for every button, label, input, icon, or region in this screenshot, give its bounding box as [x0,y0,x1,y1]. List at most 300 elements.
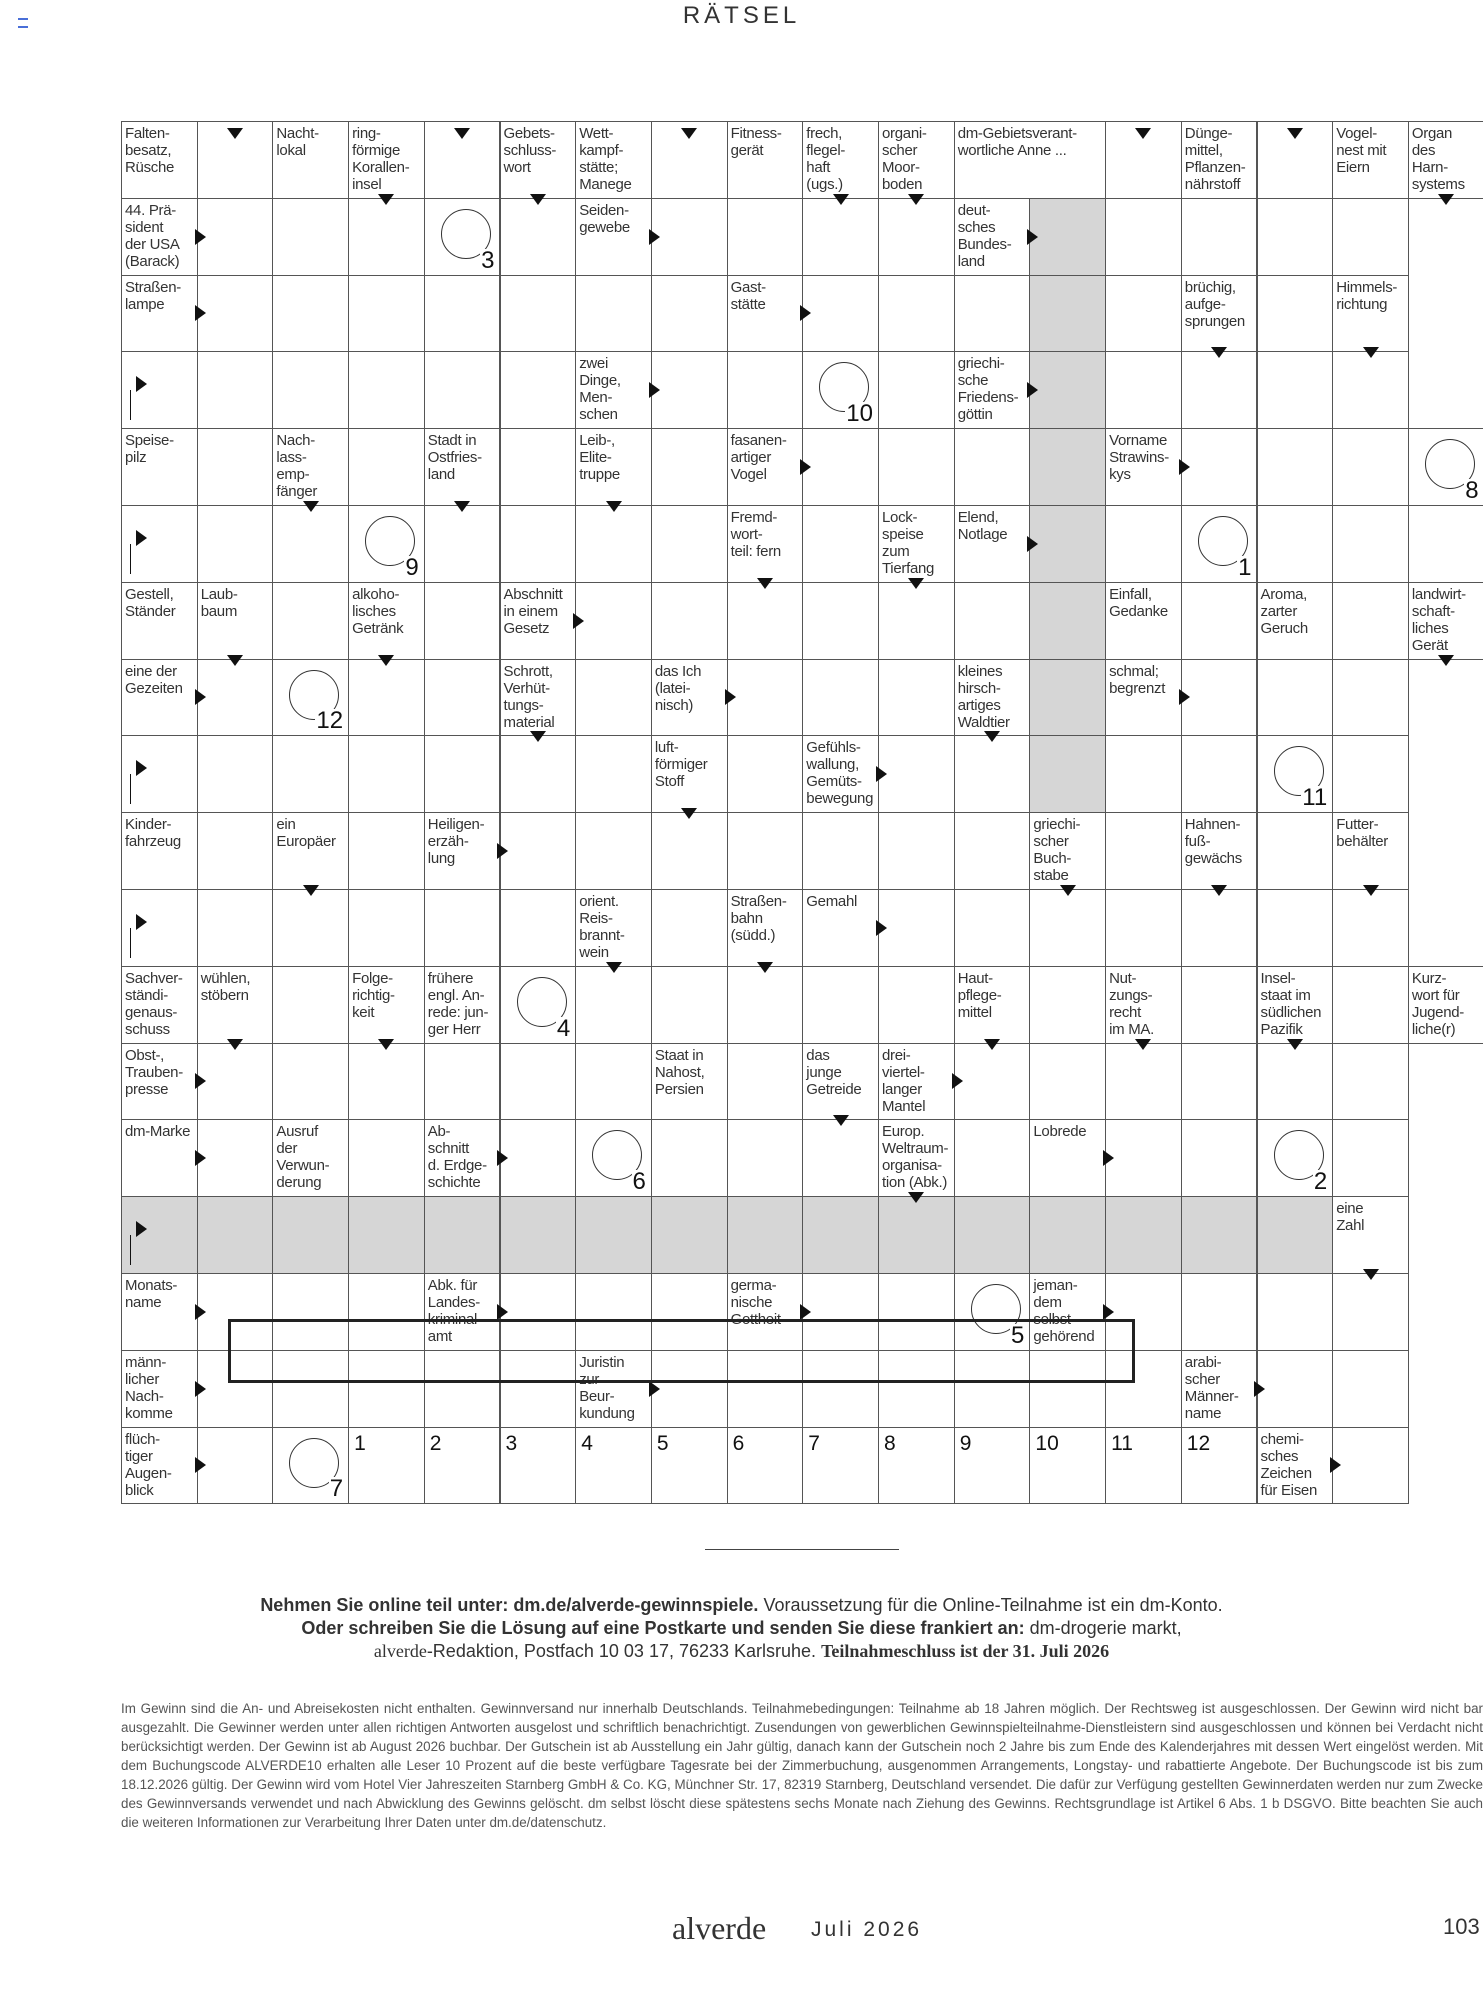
circled-letter-cell[interactable] [1408,428,1483,506]
answer-cell[interactable] [878,1273,955,1351]
start-arrow-cell[interactable] [121,351,198,429]
clue-cell: männ- licher Nach- komme [121,1350,198,1428]
answer-cell[interactable] [651,505,728,583]
circle-number: 4 [556,1014,571,1042]
answer-cell[interactable] [575,582,652,660]
answer-cell[interactable] [197,198,274,276]
answer-cell[interactable] [651,121,728,199]
answer-cell[interactable] [1257,505,1334,583]
circle-number: 7 [329,1475,344,1503]
answer-cell[interactable] [1332,1119,1409,1197]
answer-cell[interactable] [575,735,652,813]
answer-cell[interactable] [197,735,274,813]
answer-cell[interactable] [500,1273,577,1351]
answer-cell[interactable] [802,505,879,583]
solution-number: 6 [732,1431,745,1455]
answer-cell[interactable] [500,1119,577,1197]
answer-cell[interactable] [348,1196,425,1274]
solution-number: 4 [581,1431,593,1455]
answer-cell[interactable] [878,351,955,429]
answer-cell[interactable] [1105,1043,1182,1121]
answer-cell[interactable] [272,966,349,1044]
answer-cell[interactable] [1029,275,1106,353]
start-arrow-cell[interactable] [121,505,198,583]
page-number: 103 [1443,1914,1480,1939]
answer-cell[interactable] [802,198,879,276]
clue-cell: frühere engl. An- rede: jun- ger Herr [424,966,501,1044]
clue-cell: Fitness- gerät [727,121,804,199]
answer-cell[interactable] [878,812,955,890]
answer-cell[interactable] [878,735,955,813]
answer-cell[interactable] [197,812,274,890]
answer-cell[interactable] [651,966,728,1044]
answer-cell[interactable] [1029,582,1106,660]
answer-cell[interactable] [1029,659,1106,737]
answer-cell[interactable] [1332,735,1409,813]
circle-number: 6 [632,1168,646,1196]
answer-cell[interactable] [651,1196,728,1274]
answer-cell[interactable] [1029,889,1106,967]
answer-cell[interactable] [197,1427,274,1505]
clue-cell: luft- förmiger Stoff [651,735,728,813]
answer-cell[interactable] [1181,1043,1258,1121]
clue-cell: chemi- sches Zeichen für Eisen [1257,1427,1334,1505]
answer-cell[interactable] [1029,966,1106,1044]
answer-cell[interactable] [272,505,349,583]
clue-cell: Laub- baum [197,582,274,660]
solution-cell[interactable] [1105,1427,1182,1505]
answer-cell[interactable] [727,351,804,429]
answer-cell[interactable] [272,1196,349,1274]
answer-cell[interactable] [575,505,652,583]
answer-cell[interactable] [878,966,955,1044]
clue-cell: 44. Prä- sident der USA (Barack) [121,198,198,276]
answer-cell[interactable] [1181,1273,1258,1351]
start-arrow-cell[interactable] [121,735,198,813]
circle-number: 9 [405,553,419,581]
answer-cell[interactable] [1257,351,1334,429]
answer-cell[interactable] [500,1196,577,1274]
solution-cell[interactable] [1029,1427,1106,1505]
answer-cell[interactable] [1181,966,1258,1044]
start-arrow-cell[interactable] [121,1196,198,1274]
answer-cell[interactable] [197,351,274,429]
answer-cell[interactable] [1029,505,1106,583]
circled-letter-cell[interactable] [954,1273,1031,1351]
answer-cell[interactable] [1105,351,1182,429]
answer-cell[interactable] [1105,275,1182,353]
circle-number: 11 [1302,784,1328,812]
answer-cell[interactable] [1029,428,1106,506]
solution-number: 3 [505,1431,518,1455]
clue-cell: Hahnen- fuß- gewächs [1181,812,1258,890]
answer-cell[interactable] [500,198,577,276]
clue-cell: Insel- staat im südlichen Pazifik [1257,966,1334,1044]
answer-cell[interactable] [651,812,728,890]
clue-cell: Einfall, Gedanke [1105,582,1182,660]
answer-cell[interactable] [802,1196,879,1274]
answer-cell[interactable] [348,1043,425,1121]
answer-cell[interactable] [802,659,879,737]
solution-cell[interactable] [424,1427,501,1505]
answer-cell[interactable] [348,1273,425,1351]
clue-cell: Gemahl [802,889,879,967]
clue-cell: Elend, Notlage [954,505,1031,583]
answer-cell[interactable] [197,428,274,506]
participation-info [0,1594,1483,1663]
answer-cell[interactable] [424,889,501,967]
answer-cell[interactable] [272,1350,349,1428]
answer-cell[interactable] [1332,505,1409,583]
clue-cell: Gast- stätte [727,275,804,353]
answer-cell[interactable] [348,351,425,429]
answer-cell[interactable] [651,1273,728,1351]
answer-cell[interactable] [651,1119,728,1197]
answer-cell[interactable] [727,1043,804,1121]
footer-date: Juli 2026 [811,1918,923,1941]
solution-number: 9 [959,1431,972,1455]
answer-cell[interactable] [651,1350,728,1428]
solution-cell[interactable] [575,1427,652,1505]
solution-cell[interactable] [1181,1427,1258,1505]
answer-cell[interactable] [348,1119,425,1197]
answer-cell[interactable] [500,812,577,890]
answer-cell[interactable] [1181,582,1258,660]
clue-cell: Straßen- bahn (südd.) [727,889,804,967]
answer-cell[interactable] [727,582,804,660]
answer-cell[interactable] [651,351,728,429]
answer-cell[interactable] [651,275,728,353]
answer-cell[interactable] [1105,505,1182,583]
solution-cell[interactable] [651,1427,728,1505]
answer-cell[interactable] [1029,735,1106,813]
answer-cell[interactable] [500,351,577,429]
answer-cell[interactable] [727,198,804,276]
answer-cell[interactable] [1257,1273,1334,1351]
section-title: RÄTSEL [682,2,801,29]
answer-cell[interactable] [575,966,652,1044]
answer-cell[interactable] [878,275,955,353]
clue-cell: Heiligen- erzäh- lung [424,812,501,890]
clue-cell: Aroma, zarter Geruch [1257,582,1334,660]
answer-cell[interactable] [727,966,804,1044]
clue-cell: Nach- lass- emp- fänger [272,428,349,506]
answer-cell[interactable] [1332,1350,1409,1428]
answer-cell[interactable] [575,812,652,890]
answer-cell[interactable] [802,812,879,890]
answer-cell[interactable] [802,1350,879,1428]
answer-cell[interactable] [575,1043,652,1121]
answer-cell[interactable] [802,582,879,660]
answer-cell[interactable] [1181,1196,1258,1274]
answer-cell[interactable] [1257,812,1334,890]
answer-cell[interactable] [575,1273,652,1351]
clue-cell: Lobrede [1029,1119,1106,1197]
answer-cell[interactable] [197,1119,274,1197]
answer-cell[interactable] [878,582,955,660]
answer-cell[interactable] [878,198,955,276]
answer-cell[interactable] [1332,889,1409,967]
clue-cell: Leib-, Elite- truppe [575,428,652,506]
answer-cell[interactable] [1181,428,1258,506]
solution-cell[interactable] [878,1427,955,1505]
answer-cell[interactable] [197,121,274,199]
clue-cell: Obst-, Trauben- presse [121,1043,198,1121]
clue-cell: brüchig, aufge- sprungen [1181,275,1258,353]
answer-cell[interactable] [348,735,425,813]
clue-cell: Staat in Nahost, Persien [651,1043,728,1121]
answer-cell[interactable] [954,1119,1031,1197]
answer-cell[interactable] [727,659,804,737]
answer-cell[interactable] [1332,1273,1409,1351]
answer-cell[interactable] [272,735,349,813]
clue-cell: Vogel- nest mit Eiern [1332,121,1409,199]
answer-cell[interactable] [1257,428,1334,506]
answer-cell[interactable] [1029,1043,1106,1121]
answer-cell[interactable] [954,735,1031,813]
answer-cell[interactable] [197,1273,274,1351]
clue-cell: arabi- scher Männer- name [1181,1350,1258,1428]
answer-cell[interactable] [1105,1196,1182,1274]
answer-cell[interactable] [727,812,804,890]
clue-cell: Ab- schnitt d. Erdge- schichte [424,1119,501,1197]
circled-letter-cell[interactable] [1257,735,1334,813]
clue-cell: jeman- dem selbst gehörend [1029,1273,1106,1351]
circle-number: 2 [1313,1168,1328,1196]
clue-cell: Gestell, Ständer [121,582,198,660]
clue-cell: organi- scher Moor- boden [878,121,955,199]
answer-cell[interactable] [348,812,425,890]
answer-cell[interactable] [1105,1119,1182,1197]
clue-cell: griechi- scher Buch- stabe [1029,812,1106,890]
answer-cell[interactable] [954,1350,1031,1428]
answer-cell[interactable] [1029,351,1106,429]
answer-cell[interactable] [1257,1043,1334,1121]
answer-cell[interactable] [197,1196,274,1274]
answer-cell[interactable] [802,275,879,353]
answer-cell[interactable] [348,889,425,967]
answer-cell[interactable] [727,1196,804,1274]
online-requirement: Voraussetzung für die Online-Teilnahme ist ein dm-Konto. [758,1595,1223,1615]
answer-cell[interactable] [1105,1273,1182,1351]
answer-cell[interactable] [272,1043,349,1121]
answer-cell[interactable] [575,659,652,737]
answer-cell[interactable] [500,735,577,813]
clue-cell: Lock- speise zum Tierfang [878,505,955,583]
answer-cell[interactable] [1332,428,1409,506]
solution-cell[interactable] [802,1427,879,1505]
circled-letter-cell[interactable] [1181,505,1258,583]
clue-cell: Dünge- mittel, Pflanzen- nährstoff [1181,121,1258,199]
answer-cell[interactable] [651,582,728,660]
answer-cell[interactable] [424,659,501,737]
answer-cell[interactable] [1257,198,1334,276]
answer-cell[interactable] [954,1196,1031,1274]
answer-cell[interactable] [727,735,804,813]
answer-cell[interactable] [1105,1350,1182,1428]
answer-cell[interactable] [272,582,349,660]
answer-cell[interactable] [197,889,274,967]
answer-cell[interactable] [1257,889,1334,967]
answer-cell[interactable] [1105,812,1182,890]
answer-cell[interactable] [272,275,349,353]
answer-cell[interactable] [954,428,1031,506]
answer-cell[interactable] [1181,735,1258,813]
circled-letter-cell[interactable] [348,505,425,583]
solution-cell[interactable] [727,1427,804,1505]
answer-cell[interactable] [424,351,501,429]
start-arrow-cell[interactable] [121,889,198,967]
circled-letter-cell[interactable] [575,1119,652,1197]
clue-cell: deut- sches Bundes- land [954,198,1031,276]
answer-cell[interactable] [651,889,728,967]
answer-cell[interactable] [348,1350,425,1428]
divider [705,1549,899,1550]
answer-cell[interactable] [575,275,652,353]
answer-cell[interactable] [878,1196,955,1274]
answer-cell[interactable] [197,1043,274,1121]
answer-cell[interactable] [1257,1350,1334,1428]
answer-cell[interactable] [500,1043,577,1121]
clue-cell: Nacht- lokal [272,121,349,199]
answer-cell[interactable] [1332,659,1409,737]
clue-cell: griechi- sche Friedens- göttin [954,351,1031,429]
circle-number: 12 [316,707,344,735]
answer-cell[interactable] [1181,351,1258,429]
clue-cell: drei- viertel- langer Mantel [878,1043,955,1121]
answer-cell[interactable] [1105,889,1182,967]
answer-cell[interactable] [424,735,501,813]
clue-cell: orient. Reis- brannt- wein [575,889,652,967]
answer-cell[interactable] [500,889,577,967]
answer-cell[interactable] [1332,1043,1409,1121]
answer-cell[interactable] [272,198,349,276]
answer-cell[interactable] [424,582,501,660]
answer-cell[interactable] [272,889,349,967]
answer-cell[interactable] [197,659,274,737]
clue-cell: Europ. Weltraum- organisa- tion (Abk.) [878,1119,955,1197]
answer-cell[interactable] [802,1119,879,1197]
answer-cell[interactable] [348,659,425,737]
solution-cell[interactable] [348,1427,425,1505]
clue-cell: Kurz- wort für Jugend- liche(r) [1408,966,1483,1044]
answer-cell[interactable] [1029,1350,1106,1428]
answer-cell[interactable] [1332,351,1409,429]
answer-cell[interactable] [424,275,501,353]
answer-cell[interactable] [197,275,274,353]
answer-cell[interactable] [1332,1427,1409,1505]
answer-cell[interactable] [424,1043,501,1121]
answer-cell[interactable] [500,275,577,353]
solution-cell[interactable] [954,1427,1031,1505]
clue-cell: Falten- besatz, Rüsche [121,121,198,199]
postal-address: -Redaktion, Postfach 10 03 17, 76233 Karlsruhe. [426,1641,822,1661]
answer-cell[interactable] [500,505,577,583]
answer-cell[interactable] [1257,275,1334,353]
circle-number: 5 [1011,1321,1025,1349]
answer-cell[interactable] [197,1350,274,1428]
clue-cell: das junge Getreide [802,1043,879,1121]
answer-cell[interactable] [348,275,425,353]
answer-cell[interactable] [954,889,1031,967]
answer-cell[interactable] [1105,735,1182,813]
circled-letter-cell[interactable] [1257,1119,1334,1197]
answer-cell[interactable] [348,428,425,506]
answer-cell[interactable] [878,889,955,967]
answer-cell[interactable] [727,1350,804,1428]
answer-cell[interactable] [1029,198,1106,276]
answer-cell[interactable] [424,505,501,583]
answer-cell[interactable] [424,1350,501,1428]
solution-cell[interactable] [500,1427,577,1505]
answer-cell[interactable] [1332,966,1409,1044]
answer-cell[interactable] [424,1196,501,1274]
answer-cell[interactable] [575,1196,652,1274]
circled-letter-cell[interactable] [802,351,879,429]
answer-cell[interactable] [1257,121,1334,199]
answer-cell[interactable] [1181,198,1258,276]
clue-cell: Juristin zur Beur- kundung [575,1350,652,1428]
answer-cell[interactable] [272,1273,349,1351]
answer-cell[interactable] [424,121,501,199]
brand-name: alverde [373,1641,427,1661]
circled-letter-cell[interactable] [272,659,349,737]
circled-letter-cell[interactable] [272,1427,349,1505]
answer-cell[interactable] [1181,659,1258,737]
clue-cell: das Ich (latei- nisch) [651,659,728,737]
answer-cell[interactable] [954,275,1031,353]
answer-cell[interactable] [954,582,1031,660]
answer-cell[interactable] [500,428,577,506]
clue-cell: Straßen- lampe [121,275,198,353]
circled-letter-cell[interactable] [500,966,577,1044]
answer-cell[interactable] [1105,121,1182,199]
answer-cell[interactable] [727,1119,804,1197]
clue-cell: Fremd- wort- teil: fern [727,505,804,583]
answer-cell[interactable] [878,428,955,506]
answer-cell[interactable] [272,351,349,429]
answer-cell[interactable] [197,505,274,583]
clue-cell: dm-Gebietsverant- wortliche Anne ... [954,121,1106,199]
solution-number: 2 [429,1431,442,1455]
answer-cell[interactable] [1029,1196,1106,1274]
answer-cell[interactable] [1332,582,1409,660]
clue-cell: Haut- pflege- mittel [954,966,1031,1044]
answer-cell[interactable] [1181,1119,1258,1197]
answer-cell[interactable] [500,1350,577,1428]
clue-cell: Sachver- ständi- genaus- schuss [121,966,198,1044]
answer-cell[interactable] [1257,1196,1334,1274]
clue-cell: Vorname Strawins- kys [1105,428,1182,506]
answer-cell[interactable] [651,198,728,276]
answer-cell[interactable] [802,428,879,506]
answer-cell[interactable] [954,1043,1031,1121]
answer-cell[interactable] [1257,659,1334,737]
solution-number: 8 [884,1431,896,1455]
answer-cell[interactable] [802,966,879,1044]
answer-cell[interactable] [802,1273,879,1351]
answer-cell[interactable] [878,659,955,737]
answer-cell[interactable] [1332,198,1409,276]
answer-cell[interactable] [954,812,1031,890]
circled-letter-cell[interactable] [424,198,501,276]
answer-cell[interactable] [348,198,425,276]
answer-cell[interactable] [651,428,728,506]
answer-cell[interactable] [1181,889,1258,967]
answer-cell[interactable] [878,1350,955,1428]
solution-number: 11 [1111,1431,1133,1455]
answer-cell[interactable] [1105,198,1182,276]
